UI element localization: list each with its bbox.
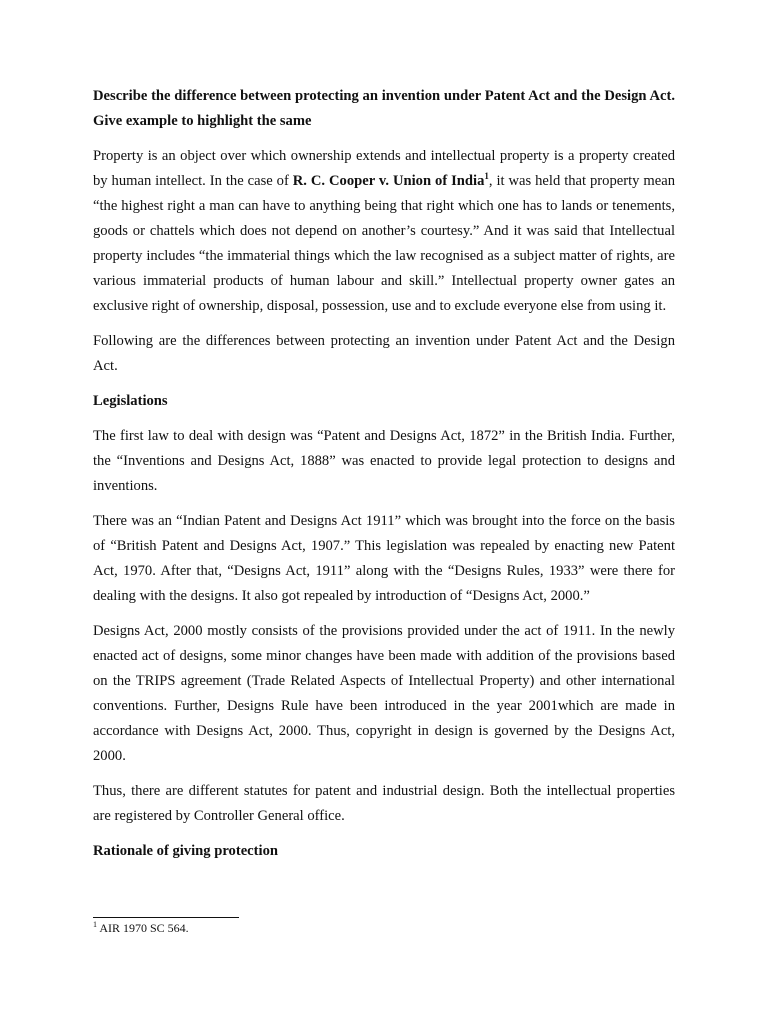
legislations-paragraph-4: Thus, there are different statutes for patent and industrial design. Both the intellectual properties are registered by Controller General office. [93, 783, 675, 824]
intro-text-before-case: Property is an object over which ownership extends and intellectual property is a property created by human intellect. In the case of [93, 148, 675, 189]
document-body [93, 84, 675, 874]
question-heading: Describe the difference between protecting an invention under Patent Act and the Design Act. Give example to highlight the same [93, 88, 675, 129]
section-heading-legislations: Legislations [93, 393, 168, 409]
legislations-paragraph-3: Designs Act, 2000 mostly consists of the provisions provided under the act of 1911. In the newly enacted act of designs, some minor changes have been made with addition of the provisions based on the TRIPS agreement (Trade Related Aspects of Intellectual Property) and other international conventions. Further, Designs Rule have been introduced in the year 2001which are made in accordance with Designs Act, 2000. Thus, copyright in design is governed by the Designs Act, 2000. [93, 623, 675, 764]
case-citation: R. C. Cooper v. Union of India [292, 173, 485, 189]
intro-text-after-case: , it was held that property mean “the highest right a man can have to anything being that right which one has to lands or tenements, goods or chattels which does not depend on another’s courtesy.” And it was said that Intellectual property includes “the immaterial things which the law recognised as a subject matter of rights, are various immaterial products of human labour and skill.” Intellectual property owner gates an exclusive right of ownership, disposal, possession, use and to exclude everyone else from using it. [93, 173, 675, 314]
footnote-number: 1 [93, 920, 97, 929]
footnote-divider [93, 917, 239, 918]
differences-intro-paragraph: Following are the differences between protecting an invention under Patent Act and the Design Act. [93, 333, 675, 374]
footnote [93, 919, 189, 937]
section-heading-rationale: Rationale of giving protection [93, 843, 278, 859]
footnote-text: AIR 1970 SC 564. [97, 921, 189, 935]
legislations-paragraph-1: The first law to deal with design was “Patent and Designs Act, 1872” in the British India. Further, the “Inventions and Designs Act, 1888” was enacted to provide legal protection to designs and inventions. [93, 428, 675, 494]
legislations-paragraph-2: There was an “Indian Patent and Designs Act 1911” which was brought into the force on the basis of “British Patent and Designs Act, 1907.” This legislation was repealed by enacting new Patent Act, 1970. After that, “Designs Act, 1911” along with the “Designs Rules, 1933” were there for dealing with the designs. It also got repealed by introduction of “Designs Act, 2000.” [93, 513, 675, 604]
footnote-reference[interactable]: 1 [484, 171, 489, 182]
intro-paragraph [93, 144, 675, 319]
